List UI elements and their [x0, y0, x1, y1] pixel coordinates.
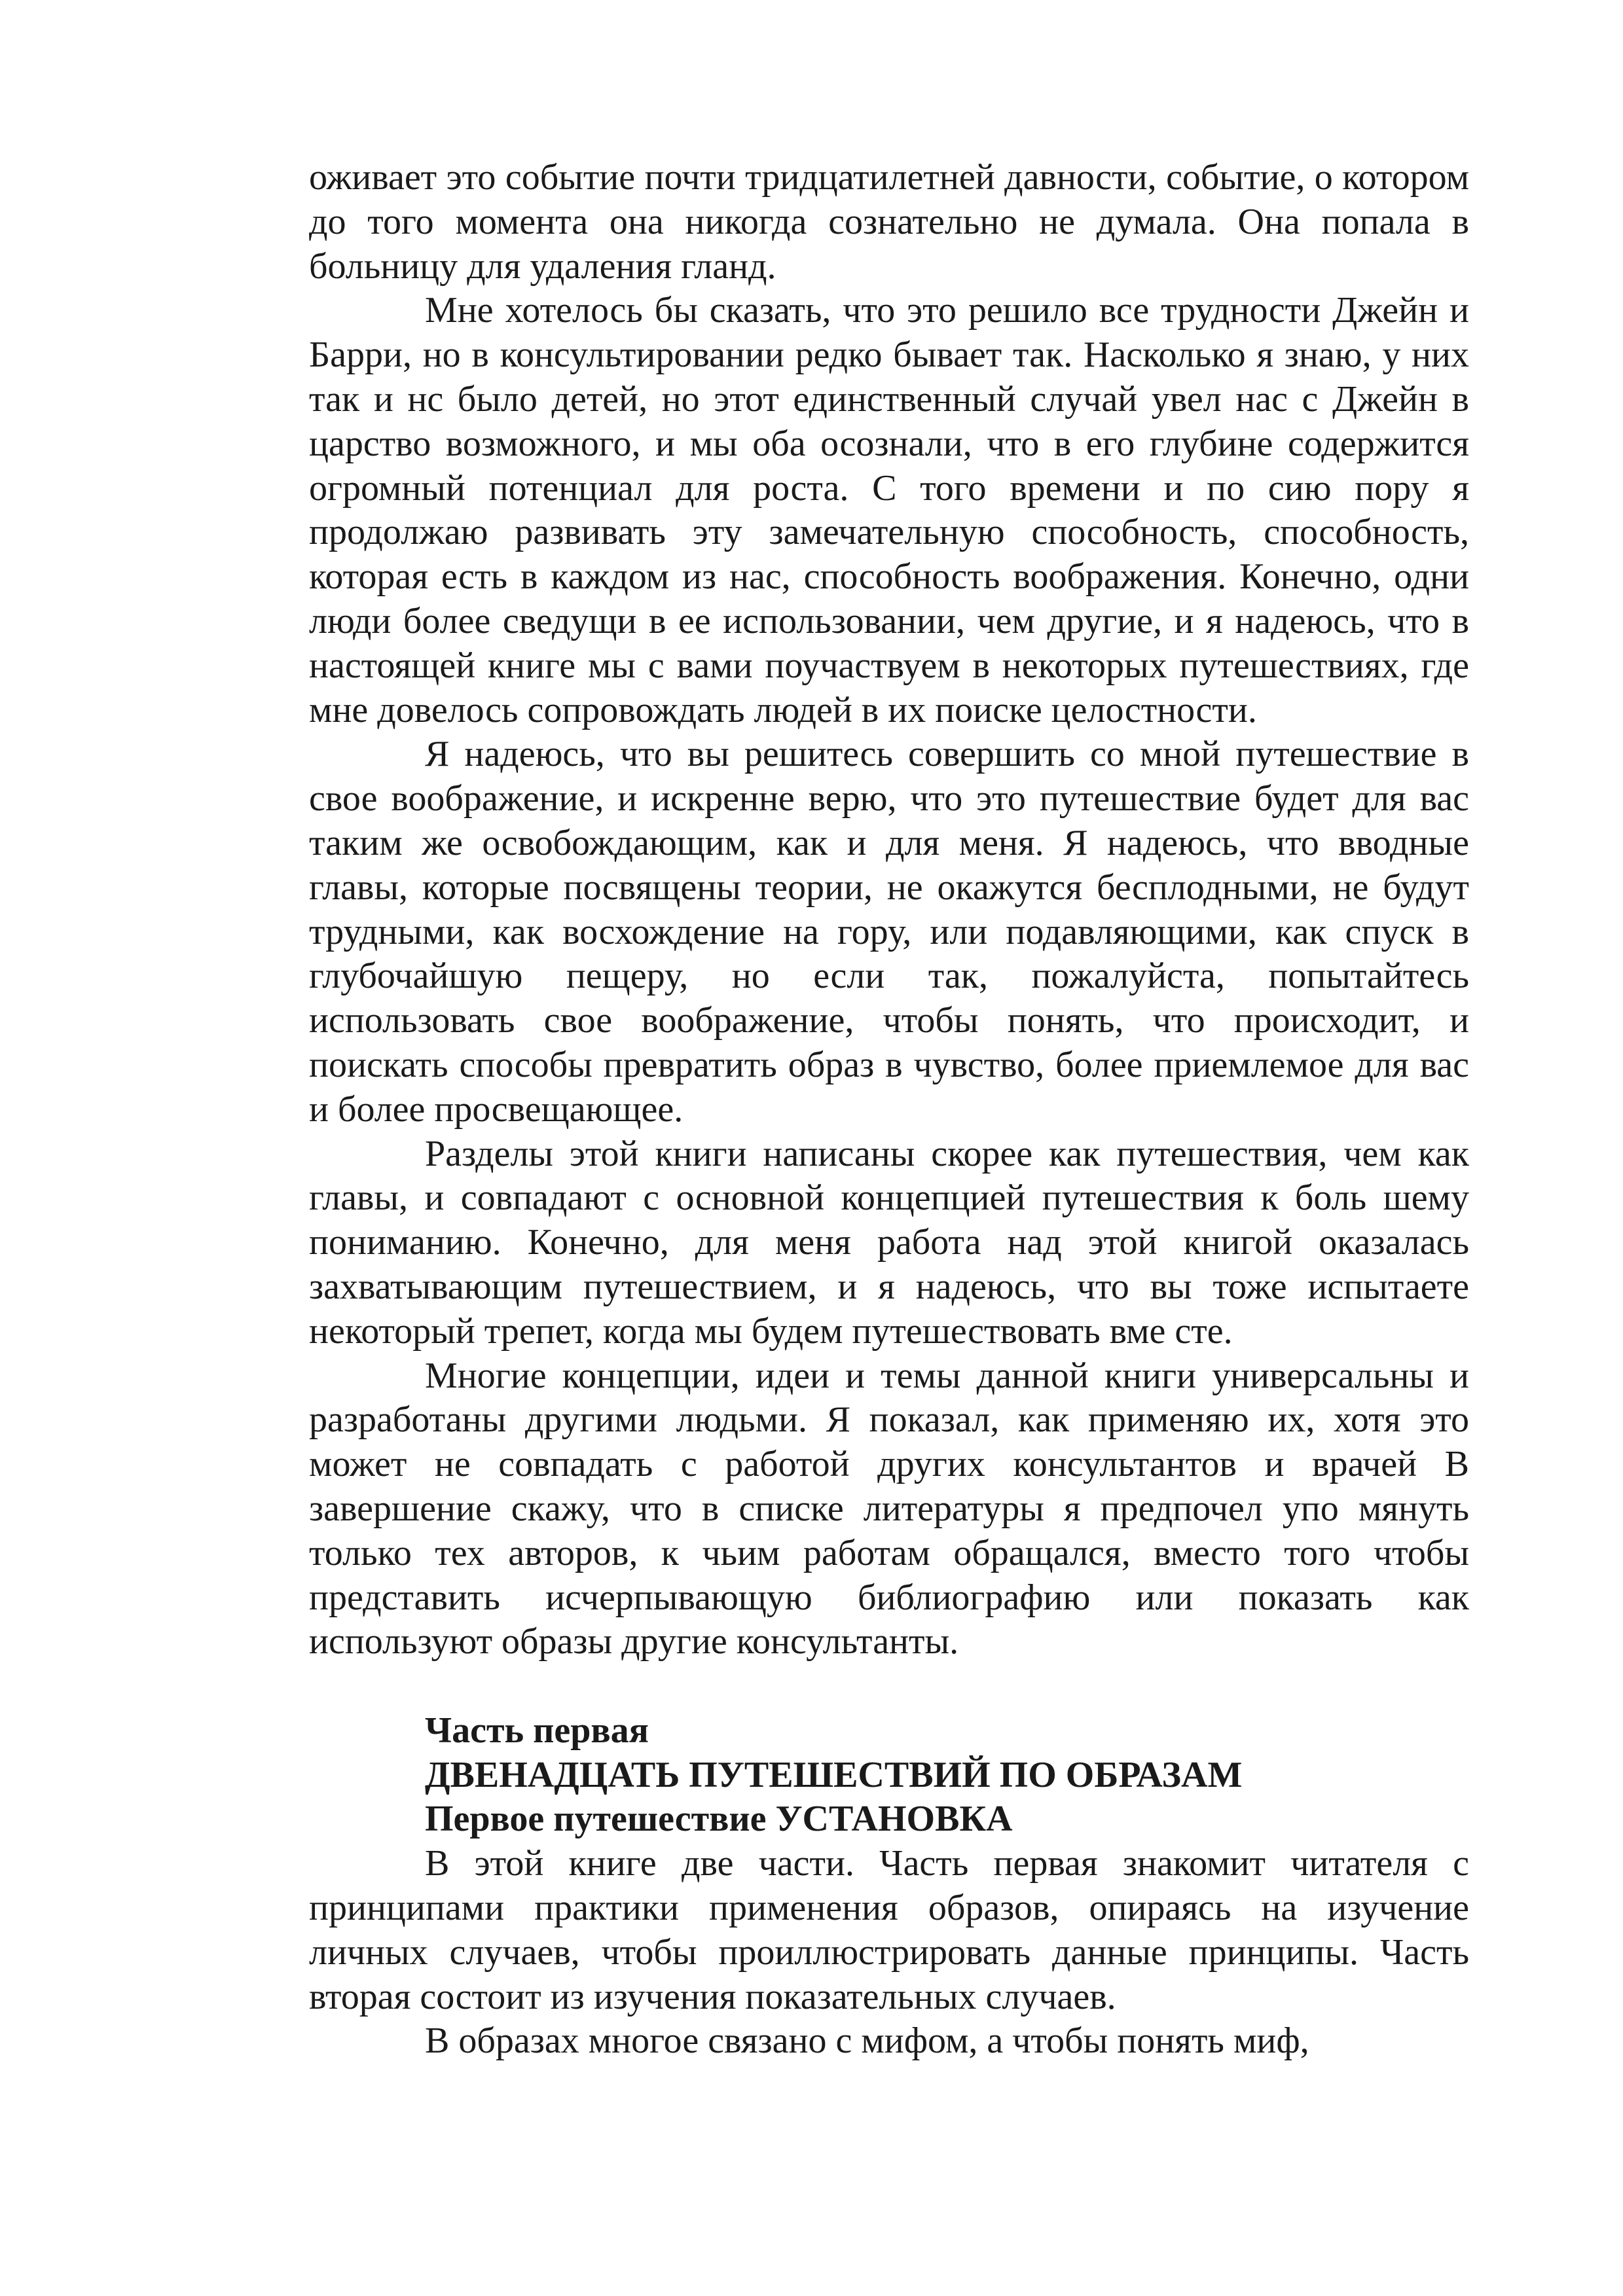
paragraph-continuation: оживает это событие почти тридцатилетней давности, событие, о котором до того момента она никогда сознательно не думала. Она попала в больницу для удаления гланд.: [309, 157, 1469, 287]
paragraph-journey-invitation: Я надеюсь, что вы решитесь совершить со мной путешествие в свое воображение, и искренне верю, что это путешествие будет для вас таким же освобождающим, как и для меня. Я надеюсь, что вводные главы, которые посвящены теории, не окажутся бесплодными, не будут трудными, как восхождение на гору, или подавляющими, как спуск в глубочайшую пещеру, но если так, пожалуйста, попытайтесь использовать свое воображение, чтобы понять, что происходит, и поискать способы превратить образ в чувство, более приемлемое для вас и более просвещающее.: [309, 734, 1469, 1130]
paragraph-myth: В образах многое связано с мифом, а чтобы понять миф,: [425, 2020, 1309, 2062]
paragraph-jane-barry: Мне хотелось бы сказать, что это решило все трудности Джейн и Барри, но в консультировании редко бывает так. Насколько я знаю, у них так и нс было детей, но этот единственный случай увел нас с Джейн в царство возможного, и мы оба осознали, что в его глубине содержится огромный потенциал для роста. С того времени и по сию пору я продолжаю развивать эту замечательную способность, способность, которая есть в каждом из нас, способность воображения. Конечно, одни люди более сведущи в ее использовании, чем другие, и я надеюсь, что в настоящей книге мы с вами поучаствуем в некоторых путешествиях, где мне довелось сопровождать людей в их поиске целостности.: [309, 290, 1469, 730]
paragraph-sections: Разделы этой книги написаны скорее как путешествия, чем как главы, и совпадают с основной концепцией путешествия к боль шему пониманию. Конечно, для меня работа над этой книгой оказалась захватывающим путешествием, и я надеюсь, что вы тоже испытаете некоторый трепет, когда мы будем путешествовать вме сте.: [309, 1133, 1469, 1352]
blank-line: [309, 1664, 1469, 1709]
journey-heading: Первое путешествие УСТАНОВКА: [425, 1799, 1013, 1840]
book-section-title: ДВЕНАДЦАТЬ ПУТЕШЕСТВИЙ ПО ОБРАЗАМ: [425, 1754, 1243, 1795]
document-page: [309, 156, 1469, 2064]
paragraph-concepts: Многие концепции, идеи и темы данной книги универсальны и разработаны другими людьми. Я показал, как применяю их, хотя это может не совпадать с работой других консультантов и врачей В завершение скажу, что в списке литературы я предпочел упо мянуть только тех авторов, к чьим работам обращался, вместо того чтобы представить исчерпывающую библиографию или показать как используют образы другие консультанты.: [309, 1355, 1469, 1662]
part-heading: Часть первая: [425, 1710, 649, 1751]
paragraph-two-parts: В этой книге две части. Часть первая знакомит читателя с принципами практики применения образов, опираясь на изучение личных случаев, чтобы проиллюстрировать данные принципы. Часть вторая состоит из изучения показательных случаев.: [309, 1843, 1469, 2017]
